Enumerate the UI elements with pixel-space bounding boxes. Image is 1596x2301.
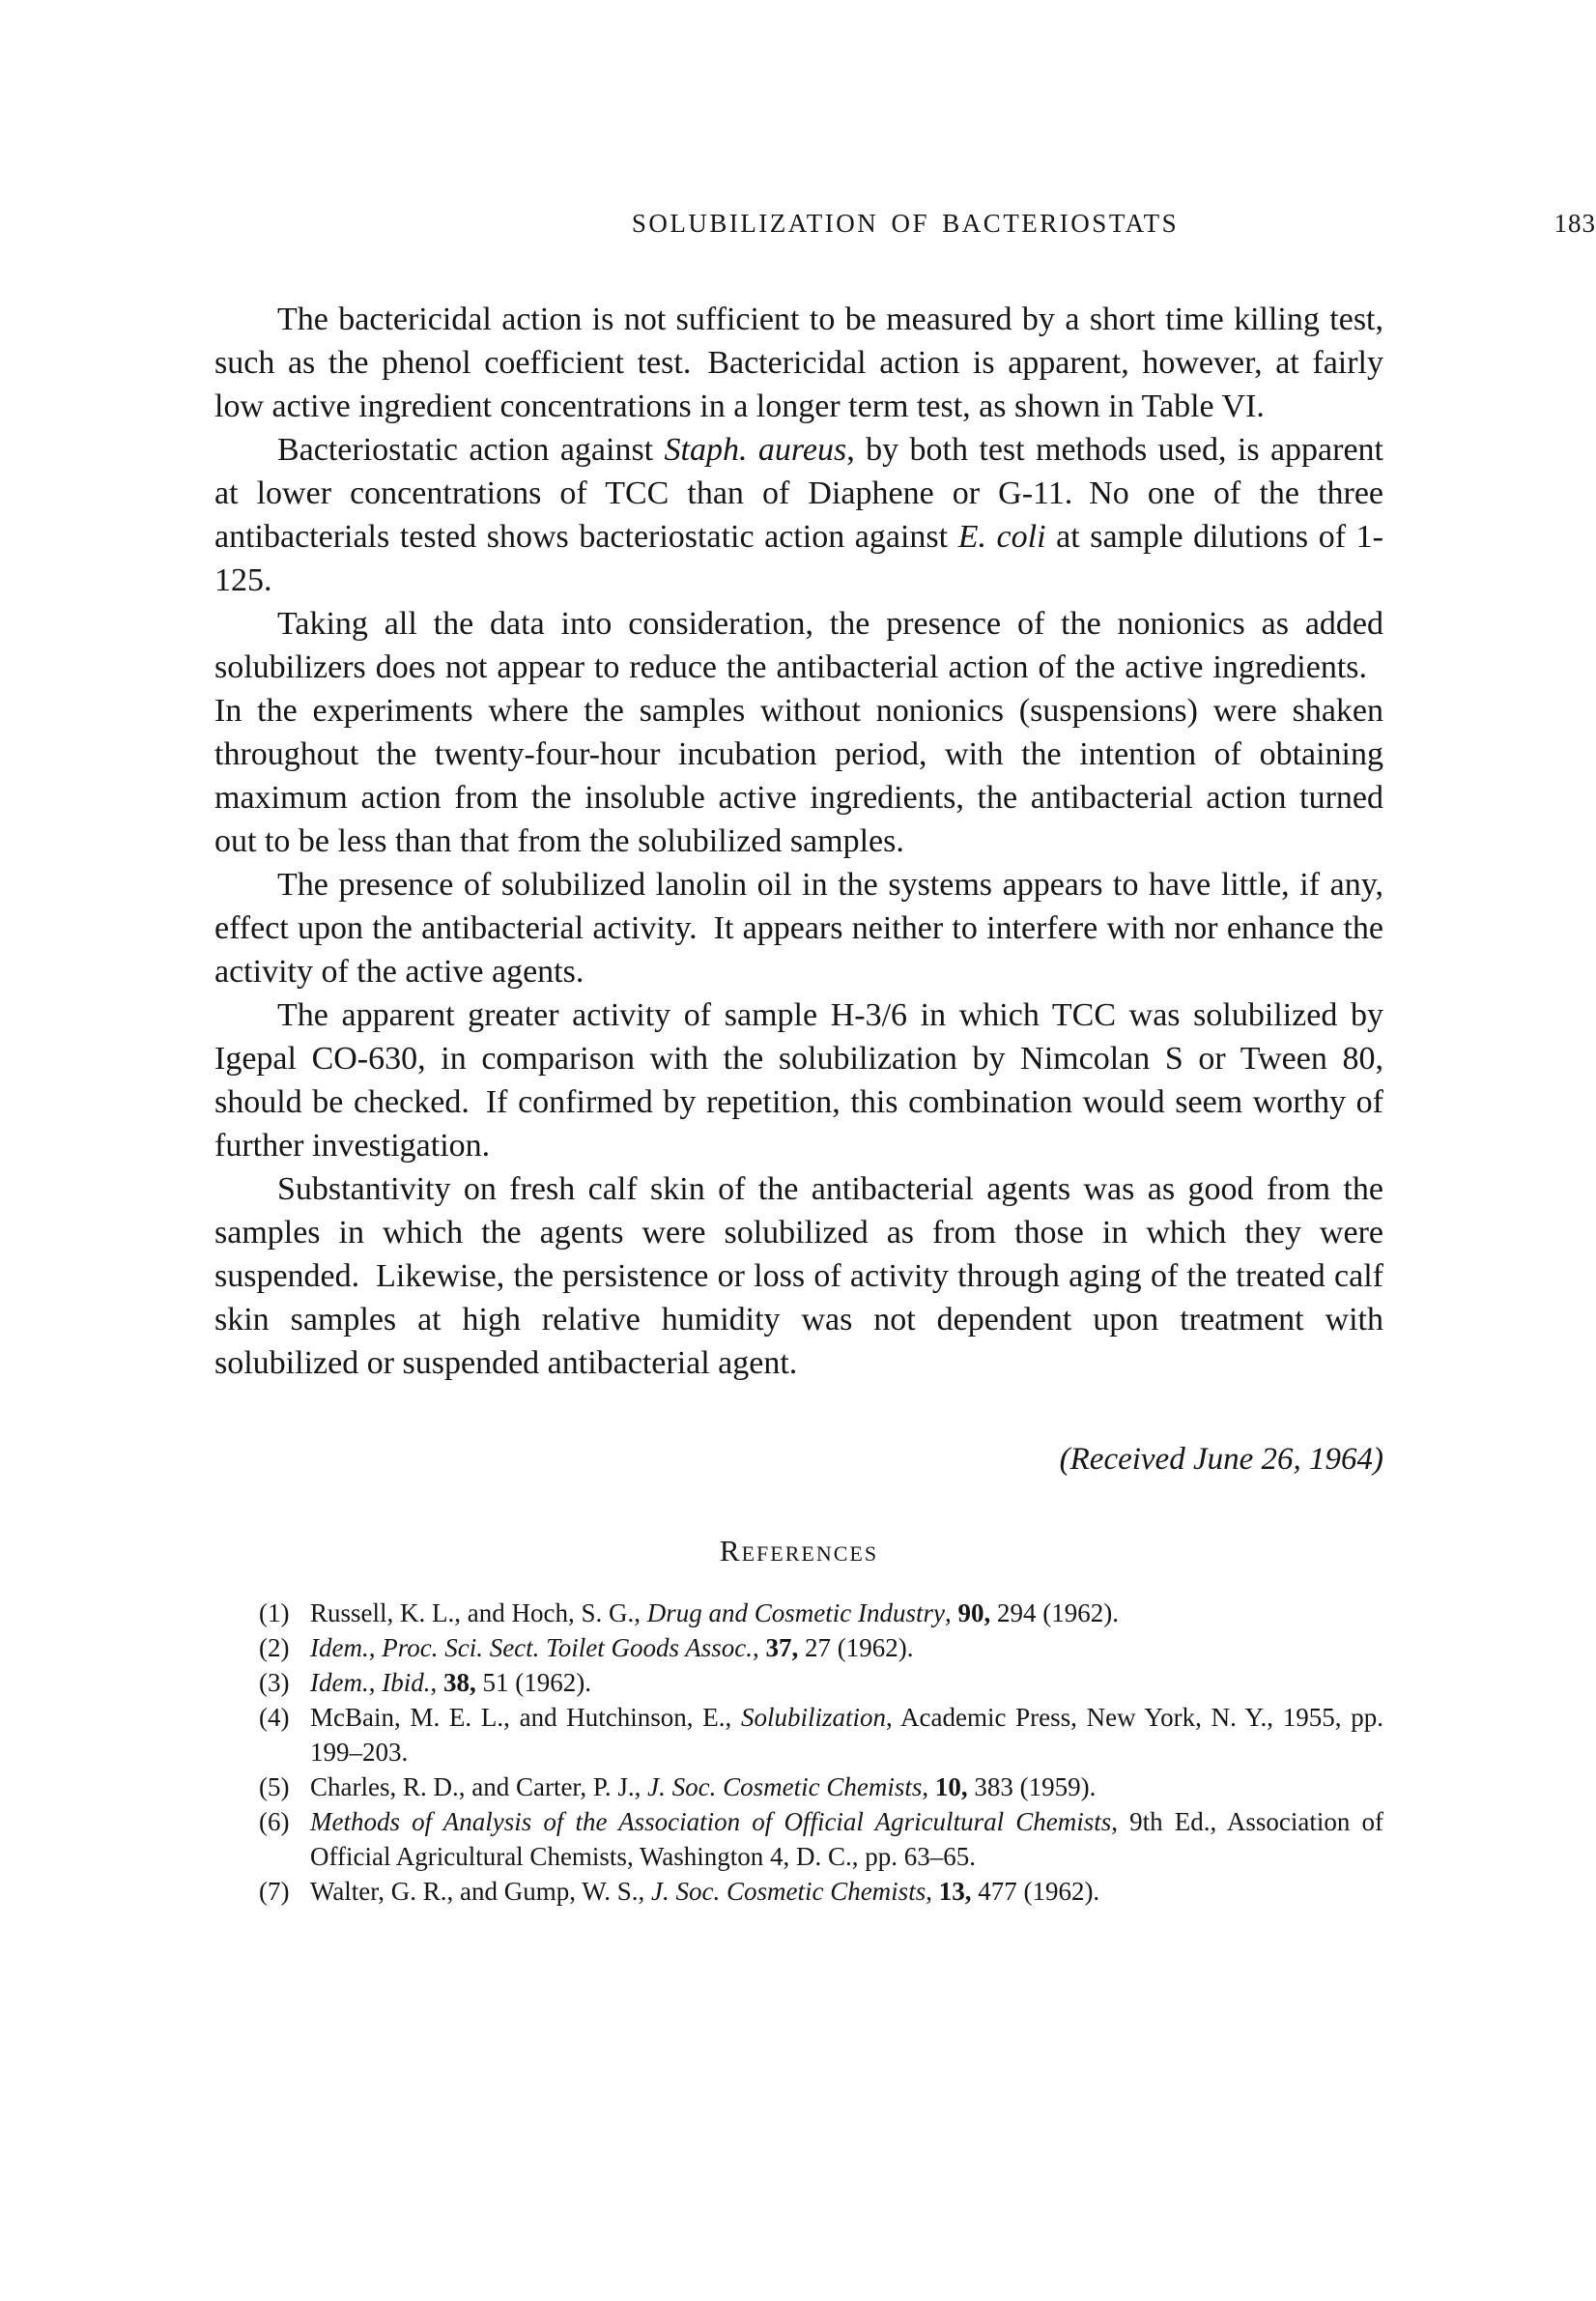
reference-item — [235, 1596, 1383, 1630]
reference-item — [235, 1804, 1383, 1874]
reference-number: (4) — [259, 1703, 290, 1732]
reference-text: Methods of Analysis of the Association of Official Agricultural Chemists, 9th Ed., Association of Official Agricultural Chemists, Washington 4, D. C., pp. 63–65. — [310, 1807, 1383, 1871]
body-paragraph: The bactericidal action is not sufficient to be measured by a short time killing test, such as the phenol coefficient test. Bactericidal action is apparent, however, at fairly low active ingredient concentrations in a longer term test, as shown in Table VI. — [214, 302, 1383, 424]
reference-item — [235, 1630, 1383, 1665]
reference-number: (6) — [259, 1807, 290, 1836]
running-head-title: SOLUBILIZATION OF BACTERIOSTATS — [631, 209, 1180, 238]
reference-text: Idem., Proc. Sci. Sect. Toilet Goods Assoc., 37, 27 (1962). — [310, 1633, 914, 1662]
reference-item — [235, 1874, 1383, 1909]
reference-text: Russell, K. L., and Hoch, S. G., Drug and Cosmetic Industry, 90, 294 (1962). — [310, 1598, 1119, 1627]
references-heading: References — [719, 1534, 879, 1568]
body-paragraph: Bacteriostatic action against Staph. aureus, by both test methods used, is apparent at lower concentrations of TCC than of Diaphene or G-11. No one of the three antibacterials tested shows bacteriostatic action against E. coli at sample dilutions of 1-125. — [214, 432, 1384, 598]
body-paragraph: The presence of solubilized lanolin oil in the systems appears to have little, if any, effect upon the antibacterial activity. It appears neither to interfere with nor enhance the activity of the active agents. — [214, 867, 1383, 990]
reference-number: (7) — [259, 1877, 290, 1906]
page-number: 183 — [1553, 209, 1596, 238]
reference-number: (3) — [259, 1668, 290, 1697]
reference-number: (2) — [259, 1633, 290, 1662]
reference-text: Walter, G. R., and Gump, W. S., J. Soc. Cosmetic Chemists, 13, 477 (1962). — [310, 1877, 1100, 1906]
references-list — [235, 1596, 1383, 1909]
reference-item — [235, 1769, 1383, 1804]
reference-text: McBain, M. E. L., and Hutchinson, E., Solubilization, Academic Press, New York, N. Y., 1955, pp. 199–203. — [310, 1703, 1383, 1767]
reference-number: (5) — [259, 1772, 290, 1801]
article-body — [214, 298, 1383, 1909]
body-paragraph: Substantivity on fresh calf skin of the antibacterial agents was as good from the samples in which the agents were solubilized as from those in which they were suspended. Likewise, the persistence or loss of activity through aging of the treated calf skin samples at high relative humidity was not dependent upon treatment with solubilized or suspended antibacterial agent. — [214, 1171, 1383, 1381]
body-paragraph: The apparent greater activity of sample H-3/6 in which TCC was solubilized by Igepal CO-630, in comparison with the solubilization by Nimcolan S or Tween 80, should be checked. If confirmed by repetition, this combination would seem worthy of further investigation. — [214, 997, 1383, 1164]
reference-text: Idem., Ibid., 38, 51 (1962). — [310, 1668, 591, 1697]
reference-item — [235, 1700, 1383, 1769]
page-header — [214, 205, 1596, 242]
received-date-line: (Received June 26, 1964) — [1059, 1442, 1383, 1477]
reference-item — [235, 1665, 1383, 1700]
body-paragraph: Taking all the data into consideration, the presence of the nonionics as added solubilizers does not appear to reduce the antibacterial action of the active ingredients. In the experiments where the samples without nonionics (suspensions) were shaken throughout the twenty-four-hour incubation period, with the intention of obtaining maximum action from the insoluble active ingredients, the antibacterial action turned out to be less than that from the solubilized samples. — [214, 606, 1383, 859]
reference-number: (1) — [259, 1598, 290, 1627]
reference-text: Charles, R. D., and Carter, P. J., J. Soc. Cosmetic Chemists, 10, 383 (1959). — [310, 1772, 1097, 1801]
